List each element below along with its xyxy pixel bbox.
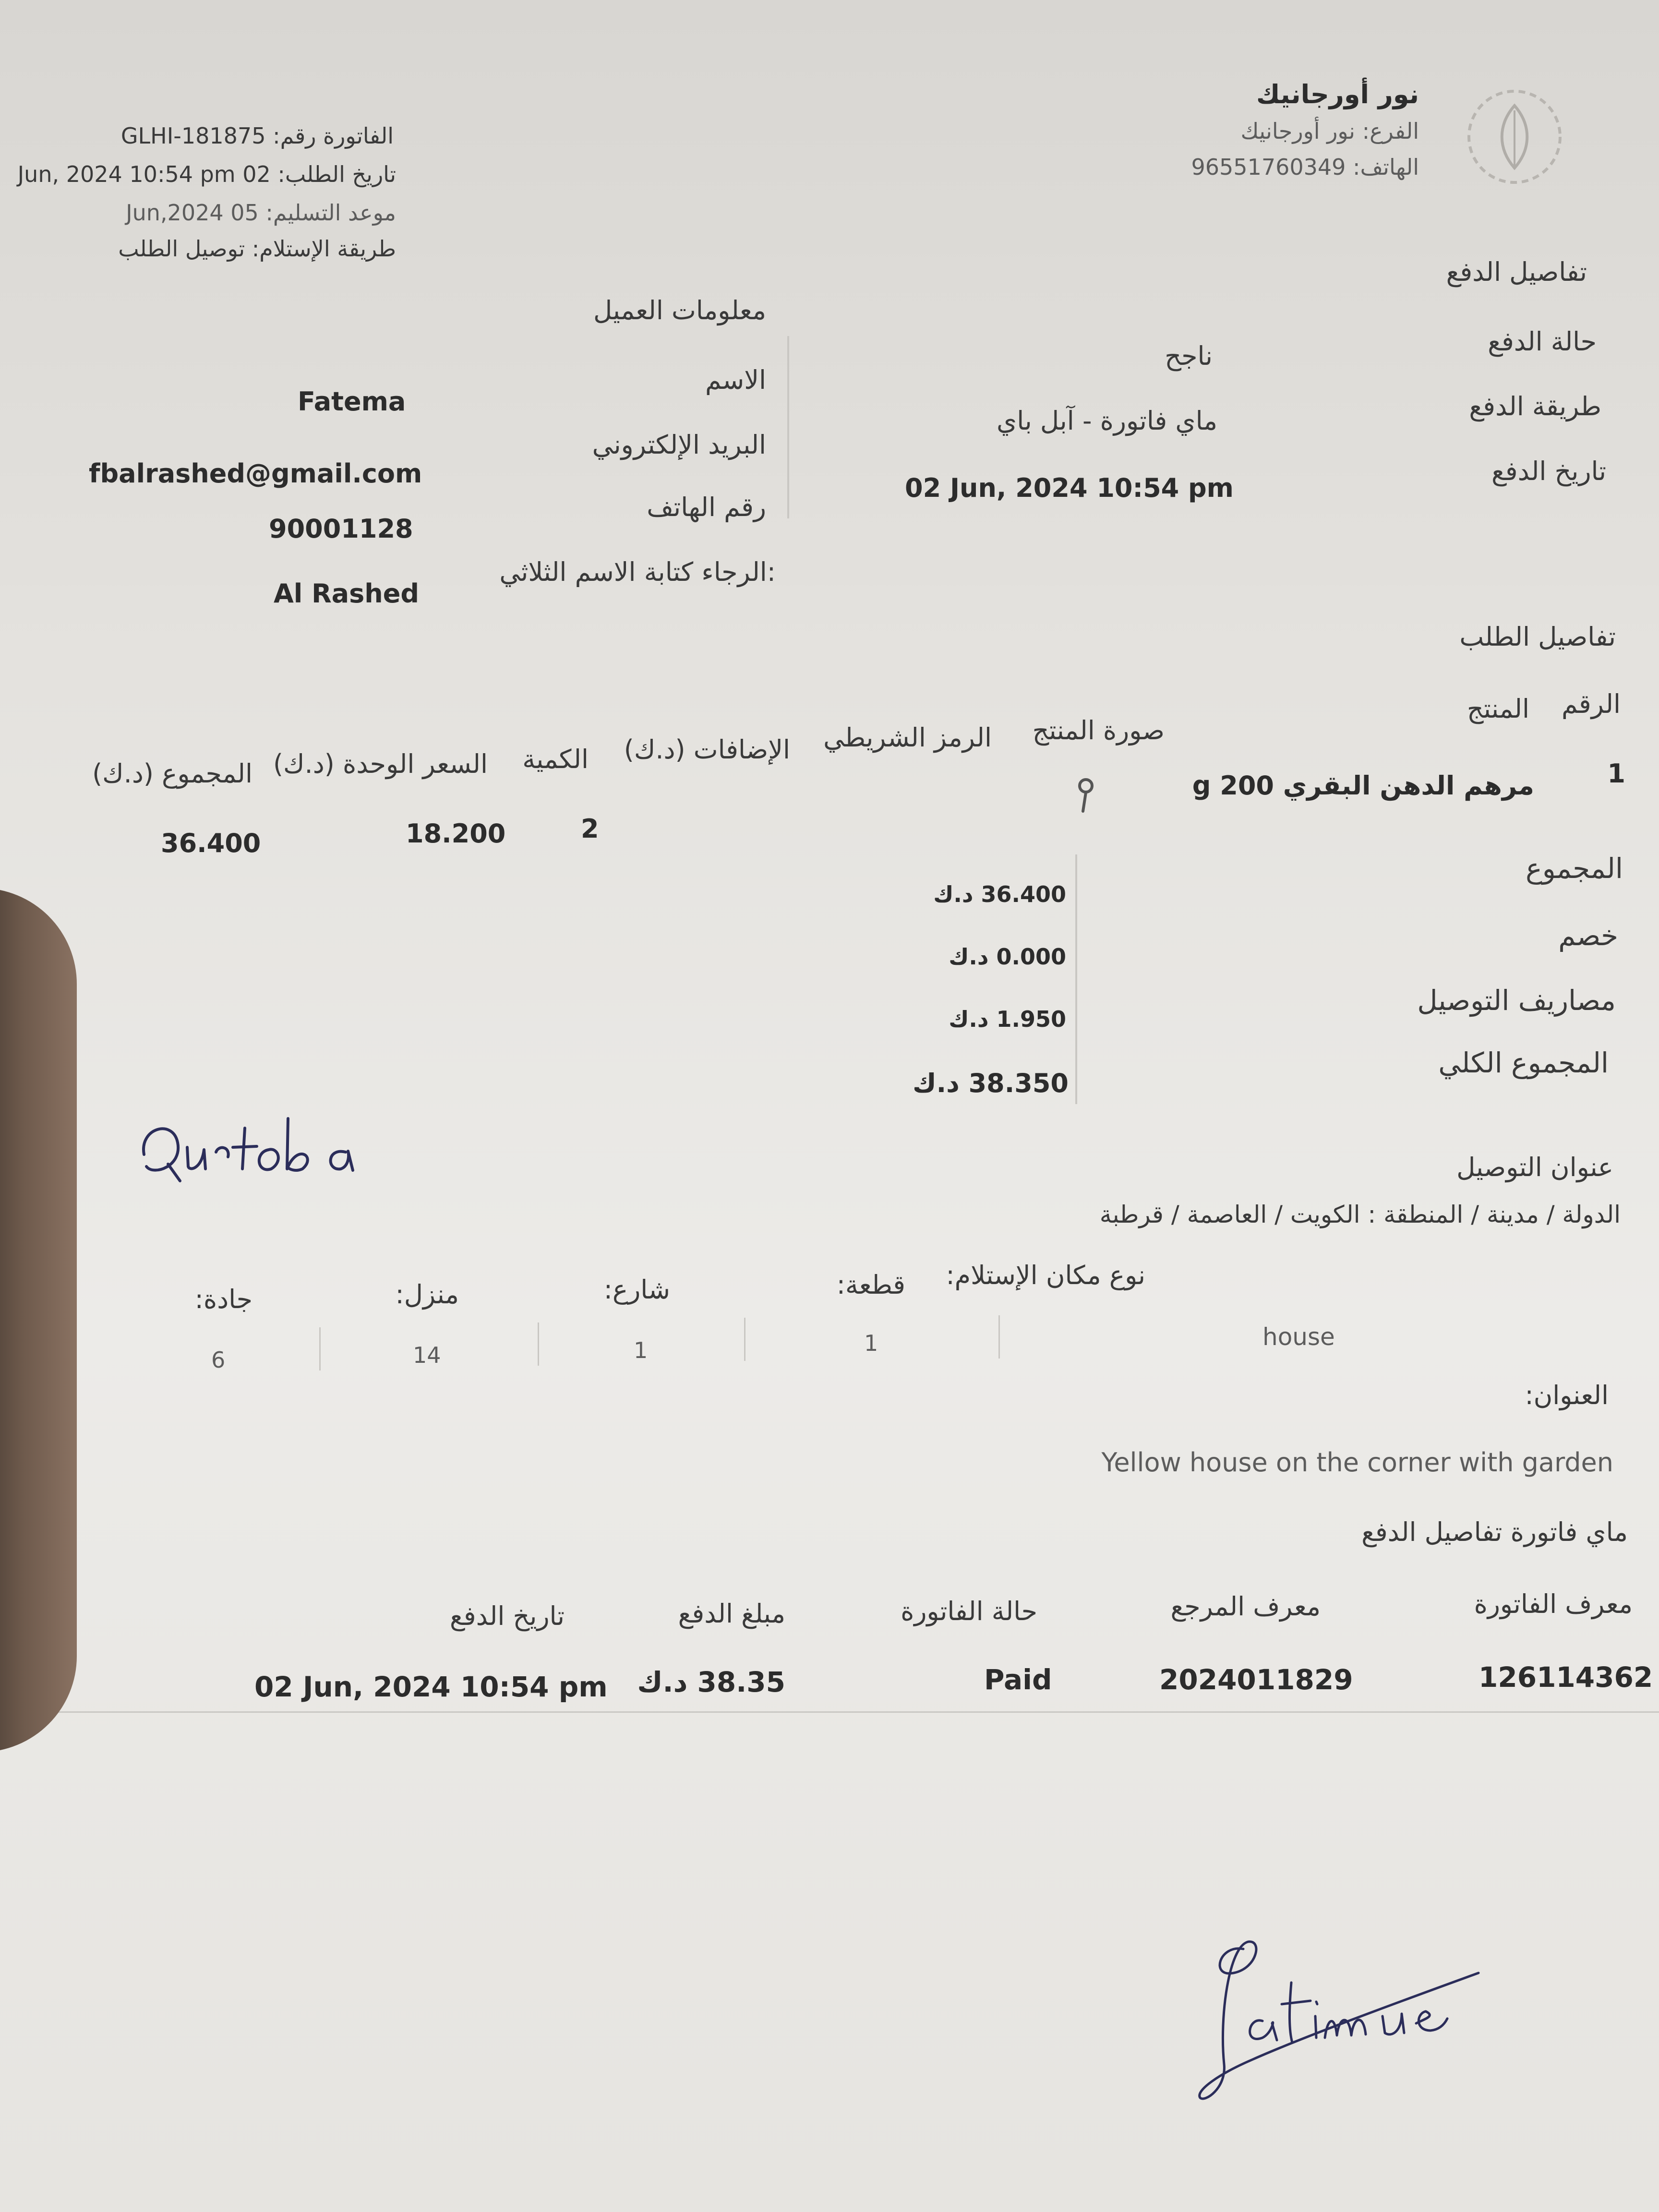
store-phone: الهاتف: 96551760349 [1191,154,1419,180]
address-region: الدولة / مدينة / المنطقة : الكويت / العاصمة / قرطبة [1099,1201,1621,1228]
avenue-value: 6 [211,1347,226,1373]
customer-email-value: fbalrashed@gmail.com [89,458,422,489]
subtotal-value: 36.400 د.ك [933,881,1066,907]
column-no: الرقم [1561,689,1621,719]
column-product: المنتج [1467,694,1529,724]
mf-amount-label: مبلغ الدفع [678,1599,785,1629]
row-no: 1 [1607,758,1625,789]
payment-method-label: طريقة الدفع [1469,391,1601,421]
customer-phone-value: 90001128 [269,514,413,544]
customer-phone-label: رقم الهاتف [647,492,766,522]
customer-name-value: Fatema [298,386,406,417]
store-name: نور أورجانيك [1256,79,1419,109]
column-total: المجموع (د.ك) [92,758,252,789]
handwritten-signature [1190,1920,1488,2122]
column-image: صورة المنتج [1032,715,1165,745]
address-cell-divider [744,1318,745,1361]
mf-status-label: حالة الفاتورة [901,1596,1037,1626]
subtotal-label: المجموع [1526,852,1623,885]
payment-date-value: 02 Jun, 2024 10:54 pm [905,473,1234,503]
grand-total-value: 38.350 د.ك [913,1068,1069,1098]
payment-status-value: ناجح [1165,341,1213,371]
customer-heading: معلومات العميل [593,295,766,325]
column-addons: الإضافات (د.ك) [624,734,790,765]
house-value: 14 [413,1342,441,1368]
discount-label: خصم [1558,919,1618,952]
column-divider [787,336,789,518]
address-label: العنوان: [1525,1380,1609,1410]
column-qty: الكمية [522,744,589,774]
street-label: شارع: [603,1274,670,1305]
mf-status-value: Paid [984,1663,1052,1696]
customer-fullname-label: :الرجاء كتابة الاسم الثلاثي [499,557,776,587]
place-type-value: house [1262,1323,1335,1351]
customer-fullname-value: Al Rashed [274,578,419,609]
mf-date-label: تاريخ الدفع [450,1601,565,1631]
address-heading: عنوان التوصيل [1456,1152,1613,1182]
delivery-fee-value: 1.950 د.ك [949,1006,1066,1032]
invoice-number: الفاتورة رقم: GLHI-181875 [120,123,394,149]
store-logo-icon [1459,82,1570,192]
block-value: 1 [864,1330,878,1356]
avenue-label: جادة: [194,1284,252,1314]
payment-heading: تفاصيل الدفع [1446,257,1587,287]
payment-status-label: حالة الدفع [1488,326,1597,357]
store-branch: الفرع: نور أورجانيك [1240,118,1419,144]
address-cell-divider [998,1315,1000,1358]
myfatoorah-heading: ماي فاتورة تفاصيل الدفع [1361,1517,1628,1547]
delivery-date: موعد التسليم: 05 Jun,2024 [126,200,396,226]
row-product: مرهم الدهن البقري 200 g [1192,770,1534,801]
row-total: 36.400 [161,828,261,858]
order-heading: تفاصيل الطلب [1459,622,1616,652]
hand-holding-paper [0,888,77,1752]
mf-date-value: 02 Jun, 2024 10:54 pm [254,1671,608,1703]
receipt-method: طريقة الإستلام: توصيل الطلب [118,236,396,262]
row-unit-price: 18.200 [406,818,506,849]
row-qty: 2 [581,814,599,844]
delivery-fee-label: مصاريف التوصيل [1417,984,1616,1017]
grand-total-label: المجموع الكلي [1438,1046,1609,1079]
column-unit-price: السعر الوحدة (د.ك) [273,749,488,779]
mf-invoice-id-value: 126114362 [1479,1661,1653,1694]
table-bottom-rule [0,1711,1659,1713]
product-image-icon [1070,775,1104,818]
street-value: 1 [634,1337,648,1363]
column-barcode: الرمز الشريطي [823,722,992,753]
address-cell-divider [319,1327,321,1370]
discount-value: 0.000 د.ك [949,944,1066,970]
handwritten-area-note [134,1109,374,1200]
address-value: Yellow house on the corner with garden [1101,1447,1613,1478]
mf-reference-value: 2024011829 [1159,1663,1353,1696]
order-date: تاريخ الطلب: 02 Jun, 2024 10:54 pm [17,161,396,187]
house-label: منزل: [395,1279,459,1310]
customer-email-label: البريد الإلكتروني [592,430,766,460]
customer-name-label: الاسم [705,365,766,395]
mf-amount-value: 38.35 د.ك [637,1666,785,1698]
payment-method-value: ماي فاتورة - آبل باي [996,406,1217,436]
totals-divider [1075,854,1077,1104]
payment-date-label: تاريخ الدفع [1491,456,1606,486]
mf-reference-label: معرف المرجع [1170,1591,1321,1622]
address-cell-divider [538,1322,539,1366]
place-type-label: نوع مكان الإستلام: [946,1260,1145,1290]
block-label: قطعة: [836,1270,905,1300]
mf-invoice-id-label: معرف الفاتورة [1474,1589,1633,1619]
